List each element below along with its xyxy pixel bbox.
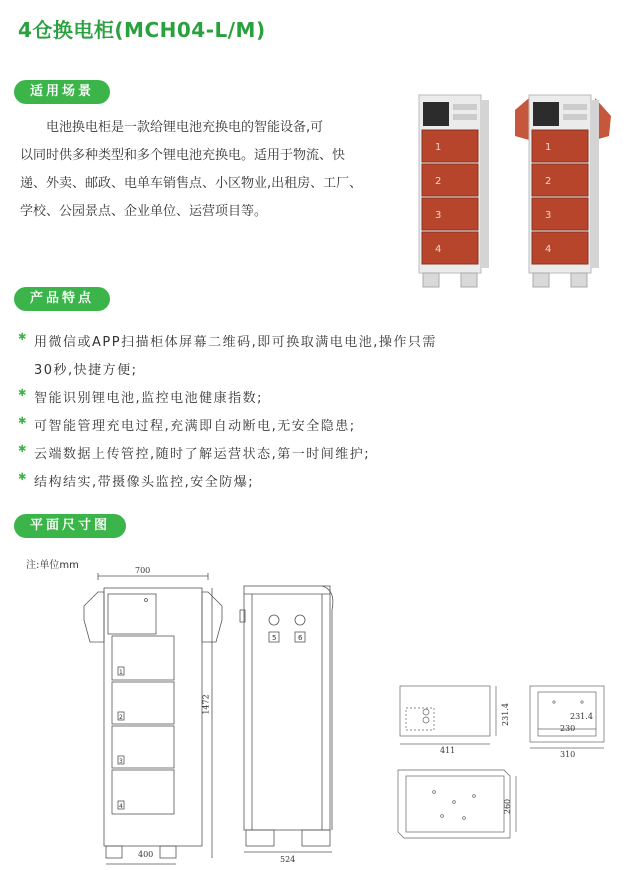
feature-text: 可智能管理充电过程,充满即自动断电,无安全隐患; bbox=[34, 419, 356, 434]
cabinet-image-2 bbox=[515, 95, 611, 287]
svg-text:2: 2 bbox=[435, 176, 442, 187]
feature-item bbox=[18, 331, 437, 350]
feature-item bbox=[18, 471, 255, 490]
drawer-number-label: 2 bbox=[119, 714, 123, 721]
scene-paragraph bbox=[20, 114, 390, 226]
feature-item bbox=[18, 415, 356, 434]
feature-item bbox=[18, 387, 264, 406]
dim-depth: 524 bbox=[280, 855, 296, 864]
dim-d3-height: 260 bbox=[503, 798, 513, 815]
star-bullet-icon: ✱ bbox=[18, 444, 28, 455]
dim-base-width: 400 bbox=[138, 850, 154, 859]
drawer-number-label: 3 bbox=[119, 758, 123, 765]
dim-d2-inner-width: 230 bbox=[560, 724, 576, 733]
svg-text:3: 3 bbox=[435, 210, 442, 221]
drawer-number-label: 4 bbox=[119, 803, 123, 810]
svg-text:3: 3 bbox=[545, 210, 552, 221]
dim-height: 1472 bbox=[201, 694, 211, 715]
detail-drawing-1 bbox=[396, 682, 516, 752]
unit-note: 注:单位mm bbox=[26, 560, 79, 571]
feature-text: 用微信或APP扫描柜体屏幕二维码,即可换取满电电池,操作只需 bbox=[34, 335, 437, 350]
cabinet-product-images bbox=[405, 90, 615, 290]
dim-top-width: 700 bbox=[135, 566, 151, 575]
scene-line: 以同时供多种类型和多个锂电池充换电。适用于物流、快 bbox=[20, 148, 346, 163]
scene-line: 递、外卖、邮政、电单车销售点、小区物业,出租房、工厂、 bbox=[20, 176, 363, 191]
section-drawing-label: 平面尺寸图 bbox=[14, 514, 126, 538]
section-features-label: 产品特点 bbox=[14, 287, 110, 311]
feature-item bbox=[18, 443, 371, 462]
star-bullet-icon: ✱ bbox=[18, 388, 28, 399]
scene-line: 学校、公园景点、企业单位、运营项目等。 bbox=[20, 204, 268, 219]
section-scene-label: 适用场景 bbox=[14, 80, 110, 104]
dim-d1-width: 411 bbox=[440, 746, 456, 755]
star-bullet-icon: ✱ bbox=[18, 332, 28, 343]
side-number-label: 6 bbox=[298, 634, 303, 642]
star-bullet-icon: ✱ bbox=[18, 416, 28, 427]
front-view-drawing bbox=[80, 570, 230, 870]
dim-d1-height: 231.4 bbox=[500, 703, 510, 726]
side-number-label: 5 bbox=[272, 634, 277, 642]
star-bullet-icon: ✱ bbox=[18, 472, 28, 483]
feature-text: 结构结实,带摄像头监控,安全防爆; bbox=[34, 475, 255, 490]
side-view-drawing bbox=[236, 580, 346, 860]
svg-text:1: 1 bbox=[545, 142, 552, 153]
dim-d2-width: 310 bbox=[560, 750, 576, 759]
svg-text:2: 2 bbox=[545, 176, 552, 187]
svg-text:4: 4 bbox=[435, 244, 442, 255]
svg-text:4: 4 bbox=[545, 244, 552, 255]
dim-d2-inner-height: 231.4 bbox=[570, 712, 593, 721]
scene-line: 电池换电柜是一款给锂电池充换电的智能设备,可 bbox=[46, 120, 324, 135]
feature-item-continued bbox=[34, 359, 138, 378]
detail-drawing-2 bbox=[524, 682, 614, 757]
feature-text: 30秒,快捷方便; bbox=[34, 363, 138, 378]
cabinet-image-1 bbox=[419, 95, 489, 287]
feature-text: 智能识别锂电池,监控电池健康指数; bbox=[34, 391, 264, 406]
feature-text: 云端数据上传管控,随时了解运营状态,第一时间维护; bbox=[34, 447, 371, 462]
drawer-number-label: 1 bbox=[119, 669, 123, 676]
svg-text:1: 1 bbox=[435, 142, 442, 153]
page-title: 4仓换电柜(MCH04-L/M) bbox=[18, 18, 266, 42]
